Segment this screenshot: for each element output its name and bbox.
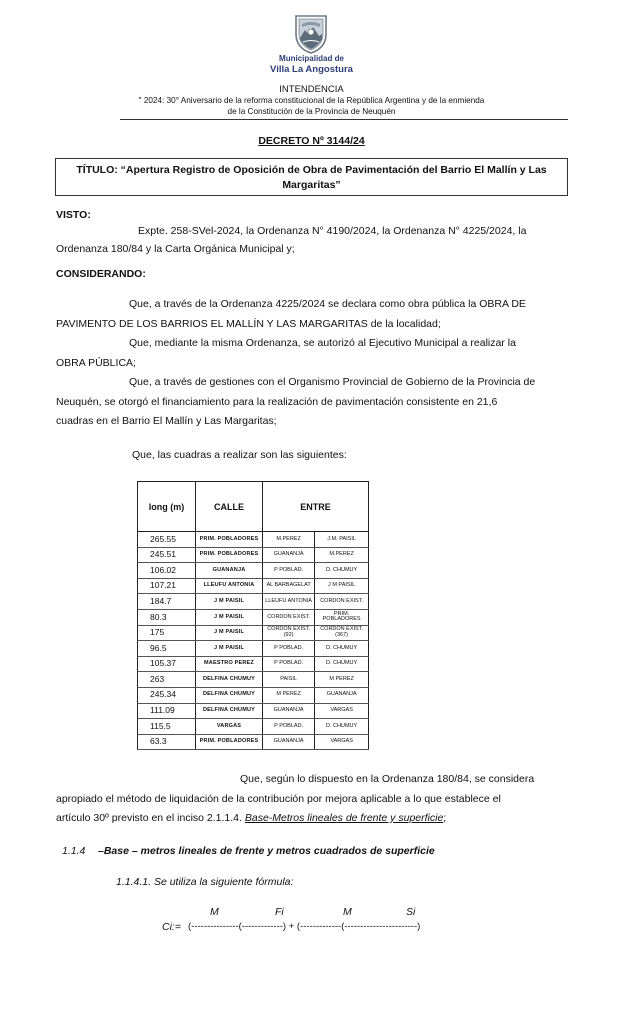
cell-entre-desde: P POBLAD.: [263, 563, 315, 579]
header-long: long (m): [138, 482, 196, 532]
cell-long: 263: [138, 672, 196, 688]
formula-lhs: Ci:=: [162, 921, 181, 933]
cell-long: 106.02: [138, 563, 196, 579]
cell-long: 96.5: [138, 641, 196, 657]
header-divider: [120, 119, 568, 120]
considerando-p1-line2: PAVIMENTO DE LOS BARRIOS EL MALLÍN Y LAS MARGARITAS de la localidad;: [56, 318, 441, 330]
cell-calle: DELFINA CHUMUY: [196, 703, 263, 719]
table-row: [138, 734, 369, 750]
cell-entre-hasta: M.PEREZ: [315, 547, 369, 563]
header-entre: ENTRE: [263, 482, 369, 532]
cell-entre-hasta: VARGAS: [315, 734, 369, 750]
cell-entre-hasta: D. CHUMUY: [315, 719, 369, 735]
cell-calle: MAESTRO PEREZ: [196, 656, 263, 672]
table-row: [138, 703, 369, 719]
table-row: [138, 687, 369, 703]
cell-calle: J M PAISIL: [196, 625, 263, 641]
formula-fi: Fi: [275, 906, 284, 918]
cell-long: 245.51: [138, 547, 196, 563]
table-row: [138, 594, 369, 610]
cell-long: 63.3: [138, 734, 196, 750]
ordenanza-line3: [56, 809, 568, 829]
table-row: [138, 672, 369, 688]
cell-calle: J M PAISIL: [196, 594, 263, 610]
cell-entre-desde: AL BARBAGELAT: [263, 578, 315, 594]
considerando-p3-line3: cuadras en el Barrio El Mallín y Las Margaritas;: [56, 415, 277, 427]
visto-line1: Expte. 258-SVel-2024, la Ordenanza N° 4190/2024, la Ordenanza N° 4225/2024, la: [138, 225, 527, 237]
decree-number: DECRETO Nº 3144/24: [258, 135, 365, 147]
cell-calle: VARGAS: [196, 719, 263, 735]
considerando-p3-line2: Neuquén, se otorgó el financiamiento para la realización de pavimentación consistente en 21,6: [56, 396, 498, 408]
table-row: [138, 563, 369, 579]
cell-entre-hasta: CORDON EXIST.(367): [315, 625, 369, 641]
cell-long: 175: [138, 625, 196, 641]
table-row: [138, 719, 369, 735]
office-heading: INTENDENCIA: [279, 84, 344, 95]
cell-entre-hasta: D. CHUMUY: [315, 563, 369, 579]
section-number: 1.1.4: [62, 845, 86, 857]
cell-calle: J M PAISIL: [196, 641, 263, 657]
cell-calle: LLEUFU ANTONIA: [196, 578, 263, 594]
table-row: [138, 656, 369, 672]
anniversary-motto-line2: de la Constitución de la Provincia de Neuquén: [227, 107, 396, 116]
table-row: [138, 641, 369, 657]
municipality-name-line1: Municipalidad de: [279, 54, 344, 63]
cell-calle: GUANANJA: [196, 563, 263, 579]
cell-long: 80.3: [138, 609, 196, 625]
cell-entre-hasta: J.M. PAISIL: [315, 532, 369, 548]
cell-calle: J M PAISIL: [196, 609, 263, 625]
cell-long: 105.37: [138, 656, 196, 672]
cell-long: 111.09: [138, 703, 196, 719]
considerando-p2-line2: OBRA PÚBLICA;: [56, 357, 136, 369]
ordenanza-line2: apropiado el método de liquidación de la contribución por mejora aplicable a lo que establece el: [56, 793, 501, 805]
formula-expression: (---------------(-------------) + (-------------(-----------------------): [188, 921, 421, 932]
cell-long: 245.34: [138, 687, 196, 703]
table-body: [138, 532, 369, 750]
considerando-p1-line1: Que, a través de la Ordenanza 4225/2024 se declara como obra pública la OBRA DE: [129, 298, 526, 310]
considerando-p4: Que, las cuadras a realizar son las siguientes:: [132, 449, 347, 461]
cell-calle: PRIM. POBLADORES: [196, 547, 263, 563]
formula-intro: 1.1.4.1. Se utiliza la siguiente fórmula:: [116, 876, 294, 888]
cell-calle: PRIM. POBLADORES: [196, 734, 263, 750]
cell-entre-desde: CORDON EXIST.: [263, 609, 315, 625]
considerando-p3-line1: Que, a través de gestiones con el Organismo Provincial de Gobierno de la Provincia de: [129, 376, 536, 388]
formula-si: Si: [406, 906, 416, 918]
cell-entre-desde: P POBLAD.: [263, 656, 315, 672]
decree-title: TÍTULO: “Apertura Registro de Oposición de Obra de Pavimentación del Barrio El Mallín y Las Margaritas”: [76, 164, 547, 191]
base-metros-reference: Base-Metros lineales de frente y superficie: [244, 812, 444, 824]
table-row: [138, 532, 369, 548]
decree-title-box: [55, 158, 568, 196]
considerando-label: CONSIDERANDO:: [56, 268, 146, 280]
cell-calle: DELFINA CHUMUY: [196, 687, 263, 703]
cell-entre-hasta: D. CHUMUY: [315, 656, 369, 672]
table-row: [138, 625, 369, 641]
cell-entre-desde: PAISIL: [263, 672, 315, 688]
formula-m2: M: [343, 906, 352, 918]
ordenanza-line1: Que, según lo dispuesto en la Ordenanza 180/84, se considera: [240, 773, 535, 785]
ordenanza-line3-text: artículo 30º previsto en el inciso 2.1.1.4.: [56, 812, 245, 824]
cell-long: 107.21: [138, 578, 196, 594]
visto-line2: Ordenanza 180/84 y la Carta Orgánica Municipal y;: [56, 243, 295, 255]
cell-entre-desde: GUANANJA: [263, 703, 315, 719]
considerando-p2-line1: Que, mediante la misma Ordenanza, se autorizó al Ejecutivo Municipal a realizar la: [129, 337, 516, 349]
cell-calle: PRIM. POBLADORES: [196, 532, 263, 548]
cell-calle: DELFINA CHUMUY: [196, 672, 263, 688]
cell-entre-desde: GUANANJA: [263, 734, 315, 750]
cell-entre-desde: M.PEREZ: [263, 532, 315, 548]
ordenanza-line3-end: ;: [443, 812, 447, 824]
blocks-table: [137, 481, 369, 750]
section-heading: –Base – metros lineales de frente y metros cuadrados de superficie: [98, 845, 435, 857]
cell-entre-hasta: M PEREZ: [315, 672, 369, 688]
cell-entre-hasta: GUANANJA: [315, 687, 369, 703]
table-row: [138, 547, 369, 563]
anniversary-motto-line1: " 2024: 30° Aniversario de la reforma constitucional de la República Argentina y de la enmienda: [138, 96, 485, 105]
municipal-shield-logo: [288, 12, 334, 54]
cell-entre-hasta: VARGAS: [315, 703, 369, 719]
municipality-name-line2: Villa La Angostura: [270, 64, 353, 75]
table-header-row: [138, 482, 369, 532]
cell-entre-desde: CORDON EXIST. (92): [263, 625, 315, 641]
cell-entre-desde: GUANANJA: [263, 547, 315, 563]
cell-entre-hasta: PRIM. POBLADORES: [315, 609, 369, 625]
cell-long: 115.5: [138, 719, 196, 735]
cell-entre-hasta: CORDON EXIST.: [315, 594, 369, 610]
cell-entre-desde: LLEUFU ANTONIA: [263, 594, 315, 610]
cell-entre-desde: P POBLAD.: [263, 719, 315, 735]
cell-entre-desde: M PEREZ: [263, 687, 315, 703]
table-row: [138, 609, 369, 625]
visto-label: VISTO:: [56, 209, 91, 221]
cell-entre-hasta: J M PAISIL: [315, 578, 369, 594]
cell-long: 184.7: [138, 594, 196, 610]
cell-entre-hasta: D. CHUMUY: [315, 641, 369, 657]
table-row: [138, 578, 369, 594]
formula-m1: M: [210, 906, 219, 918]
cell-long: 265.55: [138, 532, 196, 548]
header-calle: CALLE: [196, 482, 263, 532]
cell-entre-desde: P POBLAD.: [263, 641, 315, 657]
